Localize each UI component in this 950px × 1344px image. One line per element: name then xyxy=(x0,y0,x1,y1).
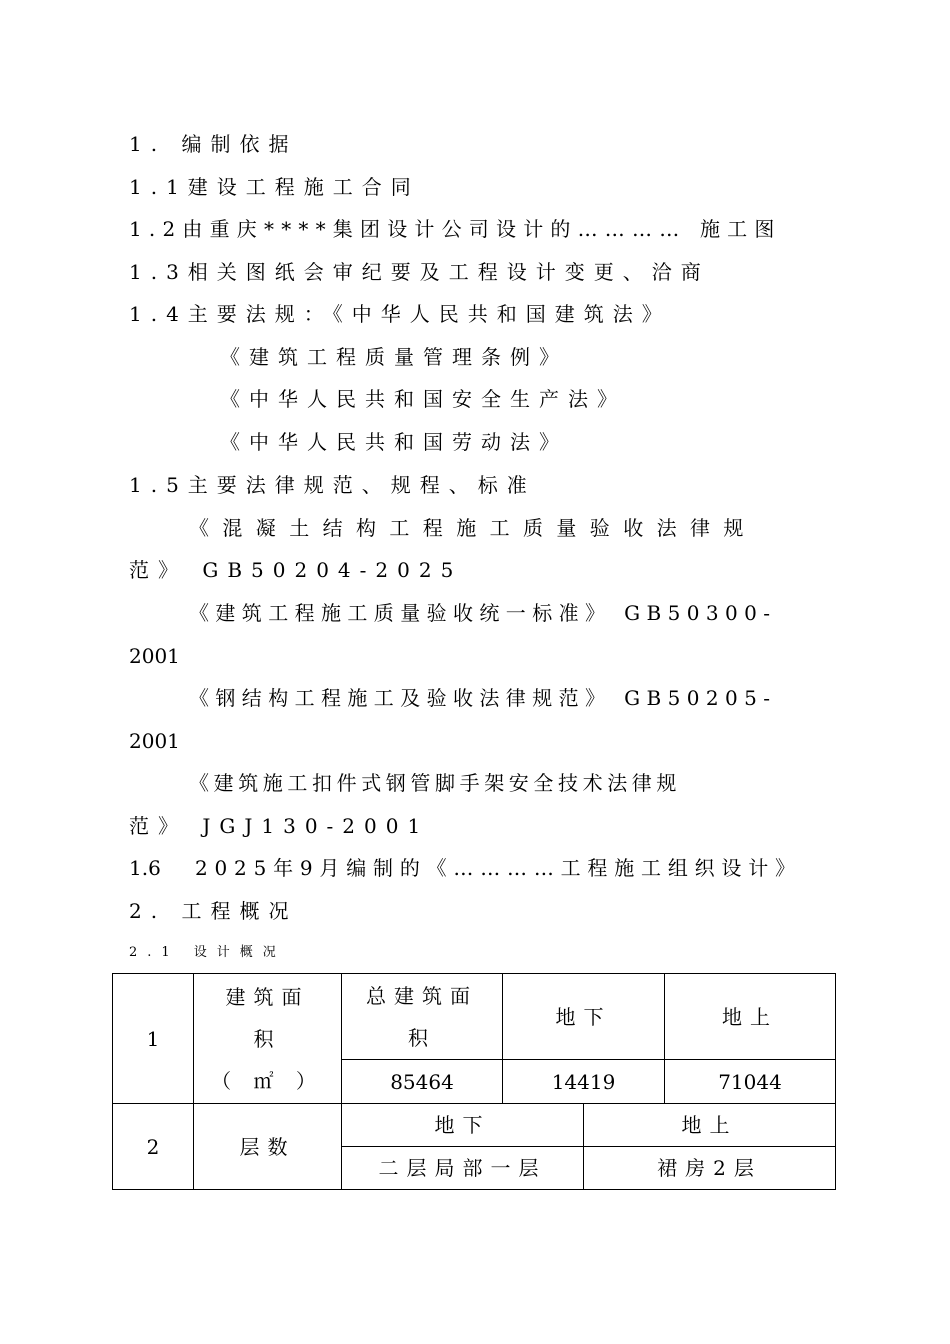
standard-unified: 《建筑工程施工质量验收统一标准》 GB50300- xyxy=(189,601,777,625)
item-1-1: 1.1建设工程施工合同 xyxy=(129,175,420,199)
header-total-area-line2: 积 xyxy=(408,1025,436,1050)
row2-label: 层数 xyxy=(239,1134,296,1159)
regulation-quality: 《建筑工程质量管理条例》 xyxy=(220,345,568,369)
heading-2-1: 2.1 设计概况 xyxy=(129,945,286,960)
standard-steel-year: 2001 xyxy=(129,729,180,753)
header-total-area xyxy=(342,974,502,1059)
item-1-5: 1.5主要法律规范、规程、标准 xyxy=(129,473,536,497)
header-floors-aboveground: 地上 xyxy=(681,1113,738,1137)
value-total-area: 85464 xyxy=(390,1069,454,1094)
standard-scaffold-code: 范》 JGJ130-2001 xyxy=(129,814,430,838)
standard-concrete-code: 范》 GB50204-2025 xyxy=(129,558,463,582)
value-floors-aboveground: 裙房2层 xyxy=(657,1156,762,1180)
row1-number: 1 xyxy=(146,1026,160,1051)
header-aboveground: 地上 xyxy=(722,1004,778,1029)
design-overview-table xyxy=(112,973,836,1190)
value-aboveground-area: 71044 xyxy=(718,1069,782,1094)
item-1-3: 1.3相关图纸会审纪要及工程设计变更、洽商 xyxy=(129,260,710,284)
standard-concrete: 《混凝土结构工程施工质量验收法律规 xyxy=(189,516,757,540)
header-underground: 地下 xyxy=(555,1004,612,1029)
item-1-4: 1.4主要法规：《中华人民共和国建筑法》 xyxy=(129,302,671,326)
row1-label xyxy=(194,974,341,1103)
item-1-6-number: 1.6 xyxy=(129,856,161,880)
value-floors-underground: 二层局部一层 xyxy=(378,1156,547,1180)
regulation-labor: 《中华人民共和国劳动法》 xyxy=(220,430,568,454)
header-floors-underground: 地下 xyxy=(434,1113,491,1137)
standard-unified-year: 2001 xyxy=(129,644,180,668)
item-1-6: 2025年9月编制的《…………工程施工组织设计》 xyxy=(195,856,802,880)
row1-label-line1: 建筑面 xyxy=(225,984,310,1009)
heading-1: 1. 编制依据 xyxy=(129,132,298,156)
row2-number: 2 xyxy=(146,1134,160,1159)
standard-scaffold: 《建筑施工扣件式钢管脚手架安全技术法律规 xyxy=(189,771,681,795)
table-border-right xyxy=(835,973,836,1190)
table-border-bottom xyxy=(112,1189,836,1190)
row1-label-line2: 积 xyxy=(253,1026,282,1051)
row1-label-line3: （ ㎡ ） xyxy=(211,1068,324,1093)
standard-steel: 《钢结构工程施工及验收法律规范》 GB50205- xyxy=(189,686,777,710)
regulation-safety: 《中华人民共和国安全生产法》 xyxy=(220,387,626,411)
header-total-area-line1: 总建筑面 xyxy=(366,983,478,1008)
heading-2: 2. 工程概况 xyxy=(129,899,298,923)
item-1-2: 1.2由重庆****集团设计公司设计的………… 施工图 xyxy=(129,217,782,241)
value-underground-area: 14419 xyxy=(551,1069,616,1094)
